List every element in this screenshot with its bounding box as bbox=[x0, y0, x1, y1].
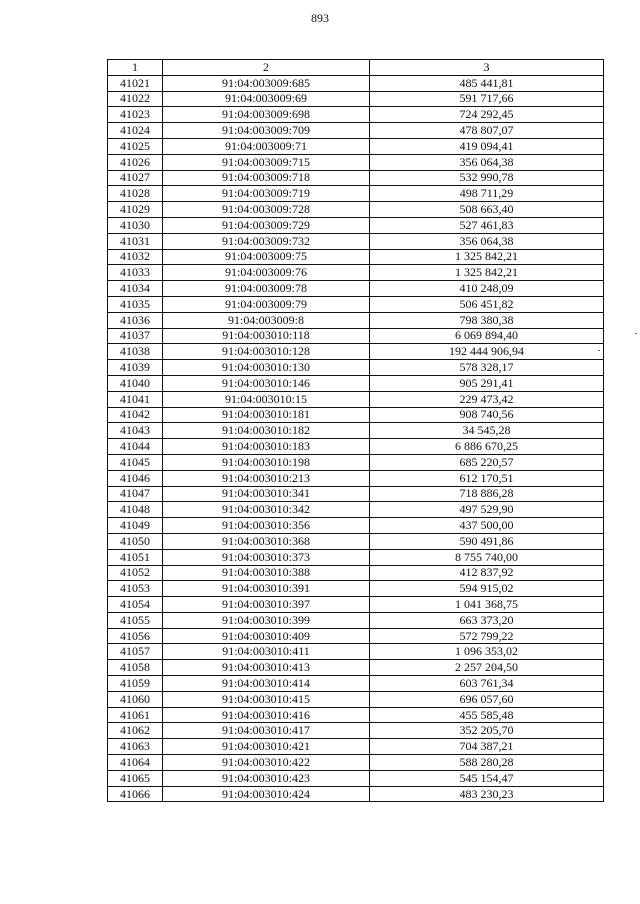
row-number-cell: 41053 bbox=[108, 581, 163, 597]
table-row bbox=[108, 502, 604, 518]
table-row bbox=[108, 75, 604, 91]
row-number-cell: 41030 bbox=[108, 217, 163, 233]
value-cell: 437 500,00 bbox=[370, 518, 604, 534]
value-cell: 696 057,60 bbox=[370, 691, 604, 707]
cadastral-number-cell: 91:04:003010:130 bbox=[163, 360, 370, 376]
cadastral-number-cell: 91:04:003010:128 bbox=[163, 344, 370, 360]
cadastral-number-cell: 91:04:003010:342 bbox=[163, 502, 370, 518]
row-number-cell: 41031 bbox=[108, 233, 163, 249]
row-number-cell: 41036 bbox=[108, 312, 163, 328]
cadastral-number-cell: 91:04:003010:146 bbox=[163, 375, 370, 391]
cadastral-number-cell: 91:04:003009:719 bbox=[163, 186, 370, 202]
value-cell: 798 380,38 bbox=[370, 312, 604, 328]
table-row bbox=[108, 391, 604, 407]
table-row bbox=[108, 154, 604, 170]
column-header-value: 3 bbox=[370, 60, 604, 76]
value-cell: 506 451,82 bbox=[370, 296, 604, 312]
row-number-cell: 41028 bbox=[108, 186, 163, 202]
table-row bbox=[108, 660, 604, 676]
row-number-cell: 41034 bbox=[108, 281, 163, 297]
row-number-cell: 41037 bbox=[108, 328, 163, 344]
row-number-cell: 41061 bbox=[108, 707, 163, 723]
value-cell: 455 585,48 bbox=[370, 707, 604, 723]
row-number-cell: 41059 bbox=[108, 676, 163, 692]
cadastral-number-cell: 91:04:003010:182 bbox=[163, 423, 370, 439]
value-cell: 508 663,40 bbox=[370, 202, 604, 218]
value-cell: 718 886,28 bbox=[370, 486, 604, 502]
table-row bbox=[108, 612, 604, 628]
column-header-cadastral-number: 2 bbox=[163, 60, 370, 76]
cadastral-number-cell: 91:04:003009:75 bbox=[163, 249, 370, 265]
table-row bbox=[108, 739, 604, 755]
cadastral-number-cell: 91:04:003009:76 bbox=[163, 265, 370, 281]
value-cell: 1 325 842,21 bbox=[370, 249, 604, 265]
cadastral-number-cell: 91:04:003010:373 bbox=[163, 549, 370, 565]
row-number-cell: 41026 bbox=[108, 154, 163, 170]
table-row bbox=[108, 533, 604, 549]
value-cell: 578 328,17 bbox=[370, 360, 604, 376]
table-row bbox=[108, 423, 604, 439]
table-row bbox=[108, 107, 604, 123]
cadastral-number-cell: 91:04:003010:409 bbox=[163, 628, 370, 644]
value-cell: 6 886 670,25 bbox=[370, 439, 604, 455]
row-number-cell: 41054 bbox=[108, 597, 163, 613]
value-cell: 483 230,23 bbox=[370, 786, 604, 802]
table-row bbox=[108, 470, 604, 486]
cadastral-number-cell: 91:04:003010:399 bbox=[163, 612, 370, 628]
row-number-cell: 41041 bbox=[108, 391, 163, 407]
value-cell: 704 387,21 bbox=[370, 739, 604, 755]
value-cell: 2 257 204,50 bbox=[370, 660, 604, 676]
table-row bbox=[108, 581, 604, 597]
value-cell: 908 740,56 bbox=[370, 407, 604, 423]
cadastral-number-cell: 91:04:003009:685 bbox=[163, 75, 370, 91]
row-number-cell: 41064 bbox=[108, 755, 163, 771]
row-number-cell: 41033 bbox=[108, 265, 163, 281]
table-row bbox=[108, 328, 604, 344]
value-cell: 356 064,38 bbox=[370, 233, 604, 249]
value-cell: 663 373,20 bbox=[370, 612, 604, 628]
scan-speck bbox=[598, 350, 600, 351]
row-number-cell: 41021 bbox=[108, 75, 163, 91]
row-number-cell: 41025 bbox=[108, 138, 163, 154]
value-cell: 229 473,42 bbox=[370, 391, 604, 407]
value-cell: 572 799,22 bbox=[370, 628, 604, 644]
row-number-cell: 41045 bbox=[108, 454, 163, 470]
row-number-cell: 41055 bbox=[108, 612, 163, 628]
value-cell: 532 990,78 bbox=[370, 170, 604, 186]
cadastral-number-cell: 91:04:003010:424 bbox=[163, 786, 370, 802]
cadastral-number-cell: 91:04:003010:413 bbox=[163, 660, 370, 676]
value-cell: 545 154,47 bbox=[370, 770, 604, 786]
row-number-cell: 41048 bbox=[108, 502, 163, 518]
table-row bbox=[108, 723, 604, 739]
table-row bbox=[108, 691, 604, 707]
cadastral-number-cell: 91:04:003009:71 bbox=[163, 138, 370, 154]
row-number-cell: 41056 bbox=[108, 628, 163, 644]
cadastral-number-cell: 91:04:003009:69 bbox=[163, 91, 370, 107]
cadastral-number-cell: 91:04:003010:415 bbox=[163, 691, 370, 707]
cadastral-number-cell: 91:04:003010:368 bbox=[163, 533, 370, 549]
value-cell: 603 761,34 bbox=[370, 676, 604, 692]
value-cell: 192 444 906,94 bbox=[370, 344, 604, 360]
value-cell: 588 280,28 bbox=[370, 755, 604, 771]
cadastral-number-cell: 91:04:003010:341 bbox=[163, 486, 370, 502]
cadastral-number-cell: 91:04:003010:15 bbox=[163, 391, 370, 407]
row-number-cell: 41024 bbox=[108, 123, 163, 139]
value-cell: 412 837,92 bbox=[370, 565, 604, 581]
value-cell: 8 755 740,00 bbox=[370, 549, 604, 565]
row-number-cell: 41042 bbox=[108, 407, 163, 423]
row-number-cell: 41063 bbox=[108, 739, 163, 755]
cadastral-number-cell: 91:04:003009:698 bbox=[163, 107, 370, 123]
value-cell: 419 094,41 bbox=[370, 138, 604, 154]
table-row bbox=[108, 233, 604, 249]
row-number-cell: 41058 bbox=[108, 660, 163, 676]
table-row bbox=[108, 202, 604, 218]
value-cell: 724 292,45 bbox=[370, 107, 604, 123]
cadastral-number-cell: 91:04:003010:391 bbox=[163, 581, 370, 597]
value-cell: 685 220,57 bbox=[370, 454, 604, 470]
table-row bbox=[108, 123, 604, 139]
table-row bbox=[108, 249, 604, 265]
table-row bbox=[108, 312, 604, 328]
row-number-cell: 41046 bbox=[108, 470, 163, 486]
table-row bbox=[108, 281, 604, 297]
table-row bbox=[108, 644, 604, 660]
table-row bbox=[108, 265, 604, 281]
value-cell: 478 807,07 bbox=[370, 123, 604, 139]
value-cell: 590 491,86 bbox=[370, 533, 604, 549]
cadastral-number-cell: 91:04:003009:709 bbox=[163, 123, 370, 139]
table-row bbox=[108, 565, 604, 581]
table-row bbox=[108, 91, 604, 107]
table-header-row bbox=[108, 60, 604, 76]
row-number-cell: 41057 bbox=[108, 644, 163, 660]
table-row bbox=[108, 170, 604, 186]
row-number-cell: 41062 bbox=[108, 723, 163, 739]
value-cell: 1 096 353,02 bbox=[370, 644, 604, 660]
table-row bbox=[108, 755, 604, 771]
cadastral-number-cell: 91:04:003009:729 bbox=[163, 217, 370, 233]
row-number-cell: 41065 bbox=[108, 770, 163, 786]
cadastral-number-cell: 91:04:003010:198 bbox=[163, 454, 370, 470]
cadastral-number-cell: 91:04:003009:78 bbox=[163, 281, 370, 297]
value-cell: 594 915,02 bbox=[370, 581, 604, 597]
cadastral-number-cell: 91:04:003009:728 bbox=[163, 202, 370, 218]
table-row bbox=[108, 518, 604, 534]
row-number-cell: 41052 bbox=[108, 565, 163, 581]
table-row bbox=[108, 407, 604, 423]
value-cell: 356 064,38 bbox=[370, 154, 604, 170]
cadastral-number-cell: 91:04:003010:421 bbox=[163, 739, 370, 755]
value-cell: 485 441,81 bbox=[370, 75, 604, 91]
cadastral-number-cell: 91:04:003009:732 bbox=[163, 233, 370, 249]
row-number-cell: 41032 bbox=[108, 249, 163, 265]
table-row bbox=[108, 676, 604, 692]
cadastral-number-cell: 91:04:003010:183 bbox=[163, 439, 370, 455]
row-number-cell: 41040 bbox=[108, 375, 163, 391]
value-cell: 591 717,66 bbox=[370, 91, 604, 107]
cadastral-number-cell: 91:04:003010:118 bbox=[163, 328, 370, 344]
column-header-number: 1 bbox=[108, 60, 163, 76]
table-body bbox=[108, 75, 604, 802]
row-number-cell: 41047 bbox=[108, 486, 163, 502]
cadastral-number-cell: 91:04:003009:79 bbox=[163, 296, 370, 312]
table-row bbox=[108, 454, 604, 470]
table-row bbox=[108, 707, 604, 723]
value-cell: 1 325 842,21 bbox=[370, 265, 604, 281]
scan-speck bbox=[635, 333, 637, 334]
table-row bbox=[108, 786, 604, 802]
row-number-cell: 41050 bbox=[108, 533, 163, 549]
value-cell: 352 205,70 bbox=[370, 723, 604, 739]
table-row bbox=[108, 486, 604, 502]
row-number-cell: 41038 bbox=[108, 344, 163, 360]
table-row bbox=[108, 375, 604, 391]
table-row bbox=[108, 597, 604, 613]
cadastral-number-cell: 91:04:003010:356 bbox=[163, 518, 370, 534]
table-row bbox=[108, 549, 604, 565]
cadastral-number-cell: 91:04:003010:414 bbox=[163, 676, 370, 692]
table-row bbox=[108, 186, 604, 202]
cadastral-number-cell: 91:04:003010:422 bbox=[163, 755, 370, 771]
value-cell: 612 170,51 bbox=[370, 470, 604, 486]
row-number-cell: 41035 bbox=[108, 296, 163, 312]
cadastral-number-cell: 91:04:003010:411 bbox=[163, 644, 370, 660]
row-number-cell: 41066 bbox=[108, 786, 163, 802]
table-row bbox=[108, 360, 604, 376]
cadastral-number-cell: 91:04:003010:417 bbox=[163, 723, 370, 739]
value-cell: 905 291,41 bbox=[370, 375, 604, 391]
value-cell: 6 069 894,40 bbox=[370, 328, 604, 344]
row-number-cell: 41039 bbox=[108, 360, 163, 376]
cadastral-number-cell: 91:04:003009:718 bbox=[163, 170, 370, 186]
row-number-cell: 41049 bbox=[108, 518, 163, 534]
table-row bbox=[108, 296, 604, 312]
value-cell: 497 529,90 bbox=[370, 502, 604, 518]
row-number-cell: 41051 bbox=[108, 549, 163, 565]
cadastral-number-cell: 91:04:003009:8 bbox=[163, 312, 370, 328]
row-number-cell: 41043 bbox=[108, 423, 163, 439]
cadastral-number-cell: 91:04:003010:388 bbox=[163, 565, 370, 581]
value-cell: 498 711,29 bbox=[370, 186, 604, 202]
table-row bbox=[108, 770, 604, 786]
row-number-cell: 41044 bbox=[108, 439, 163, 455]
row-number-cell: 41027 bbox=[108, 170, 163, 186]
cadastral-number-cell: 91:04:003010:416 bbox=[163, 707, 370, 723]
row-number-cell: 41022 bbox=[108, 91, 163, 107]
value-cell: 410 248,09 bbox=[370, 281, 604, 297]
table-row bbox=[108, 439, 604, 455]
cadastral-number-cell: 91:04:003010:213 bbox=[163, 470, 370, 486]
value-cell: 1 041 368,75 bbox=[370, 597, 604, 613]
cadastral-number-cell: 91:04:003010:423 bbox=[163, 770, 370, 786]
table-row bbox=[108, 628, 604, 644]
cadastral-number-cell: 91:04:003010:181 bbox=[163, 407, 370, 423]
row-number-cell: 41029 bbox=[108, 202, 163, 218]
row-number-cell: 41023 bbox=[108, 107, 163, 123]
cadastral-value-table bbox=[107, 59, 604, 802]
page-number: 893 bbox=[311, 11, 329, 25]
table-row bbox=[108, 344, 604, 360]
cadastral-number-cell: 91:04:003009:715 bbox=[163, 154, 370, 170]
row-number-cell: 41060 bbox=[108, 691, 163, 707]
value-cell: 527 461,83 bbox=[370, 217, 604, 233]
cadastral-number-cell: 91:04:003010:397 bbox=[163, 597, 370, 613]
table-row bbox=[108, 217, 604, 233]
table-row bbox=[108, 138, 604, 154]
value-cell: 34 545,28 bbox=[370, 423, 604, 439]
